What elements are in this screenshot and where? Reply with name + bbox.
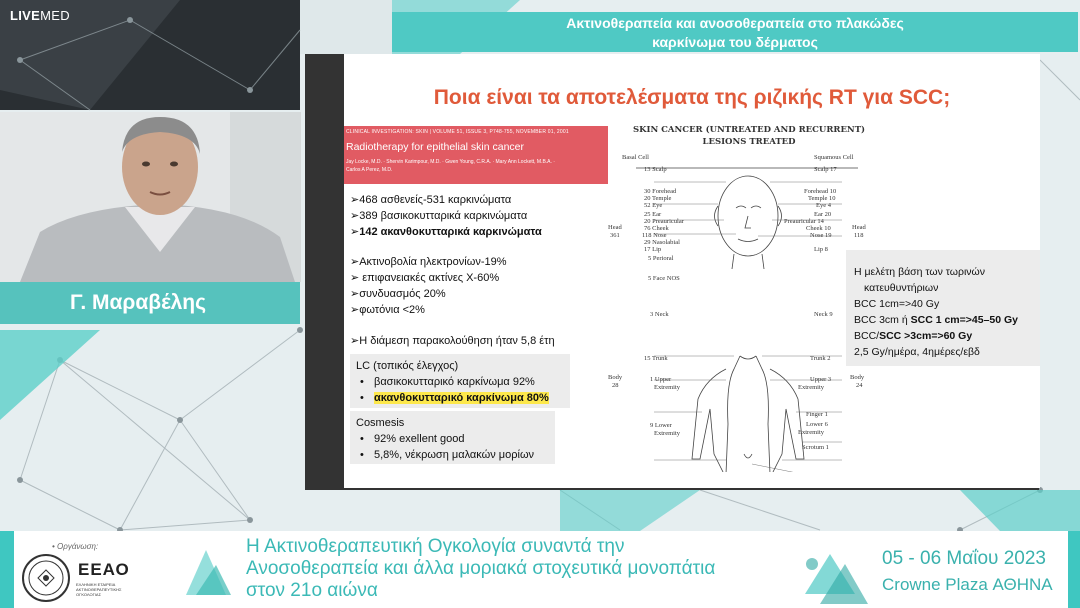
right-label: Ear 20 bbox=[814, 211, 832, 218]
organizer-subtitle-3: ΟΓΚΟΛΟΓΙΑΣ bbox=[76, 592, 102, 597]
lc-item-scc: ακανθοκυτταρικό καρκίνωμα 80% bbox=[374, 392, 549, 404]
organizer-subtitle-2: ΑΚΤΙΝΟΘΕΡΑΠΕΥΤΙΚΗΣ bbox=[76, 587, 122, 592]
livemed-logo bbox=[10, 8, 70, 23]
guidelines-line4-b: SCC 1 cm=>45–50 Gy bbox=[910, 314, 1019, 326]
diagram-title-line1: SKIN CANCER (UNTREATED AND RECURRENT) bbox=[632, 125, 866, 135]
guidelines-line1: Η μελέτη βάση των τωρινών bbox=[854, 266, 985, 278]
cosmesis-box: Cosmesis • 92% exellent good • 5,8%, νέκρωση μαλακών μορίων bbox=[350, 411, 555, 464]
right-label: Trunk 2 bbox=[810, 355, 831, 362]
guidelines-line2: κατευθυντήριων bbox=[864, 282, 939, 294]
organizer-label: • Οργάνωση: bbox=[52, 542, 99, 551]
body-label-left: Body bbox=[608, 374, 623, 381]
body-label-right: Body bbox=[850, 374, 865, 381]
left-label: 5 Perioral bbox=[648, 255, 674, 262]
footer-accent-right bbox=[1068, 531, 1080, 608]
head-squamous-count: 118 bbox=[854, 232, 864, 239]
left-label: 76 Cheek bbox=[644, 225, 669, 232]
right-label: Extremity bbox=[798, 429, 824, 436]
conference-title bbox=[246, 536, 715, 602]
left-label: 5 Face NOS bbox=[648, 275, 680, 282]
left-label: 9 Lower bbox=[650, 422, 672, 429]
right-label: Extremity bbox=[798, 384, 824, 391]
right-label: Eye 4 bbox=[816, 202, 831, 209]
footer-triangle-icon bbox=[176, 540, 236, 600]
speaker-video bbox=[0, 112, 301, 282]
lc-title: LC (τοπικός έλεγχος) bbox=[356, 360, 459, 372]
conference-title-line2: Ανοσοθεραπεία και άλλα μοριακά στοχευτικά μονοπάτια bbox=[246, 558, 716, 579]
speaker-figure bbox=[0, 112, 301, 282]
conference-title-line3: στον 21ο αιώνα bbox=[246, 580, 378, 601]
cosmesis-item-2: 5,8%, νέκρωση μαλακών μορίων bbox=[374, 449, 535, 461]
squamous-header: Squamous Cell bbox=[814, 154, 854, 161]
organizer-name: ΕΕΑΟ bbox=[78, 560, 130, 579]
modality-line: ➢φωτόνια <2% bbox=[350, 304, 425, 316]
left-label: 17 Lip bbox=[644, 246, 662, 253]
modality-line: ➢ επιφανειακές ακτίνες Χ-60% bbox=[350, 272, 500, 284]
paper-citation bbox=[344, 126, 608, 184]
modality-line: ➢Ακτινοβολία ηλεκτρονίων-19% bbox=[350, 256, 507, 268]
left-label: 52 Eye bbox=[644, 202, 663, 209]
paper-header: CLINICAL INVESTIGATION: SKIN | VOLUME 51, ISSUE 3, P748-755, NOVEMBER 01, 2001 bbox=[346, 129, 569, 135]
guidelines-line5-b: SCC >3cm=>60 Gy bbox=[879, 330, 973, 342]
organizer-subtitle bbox=[76, 582, 122, 597]
slide-title: Ποια είναι τα αποτελέσματα της ριζικής RT για SCC; bbox=[433, 86, 951, 109]
diagram-title-line2: LESIONS TREATED bbox=[702, 137, 796, 147]
left-label: 30 Forehead bbox=[644, 188, 677, 195]
left-label: Extremity bbox=[654, 430, 680, 437]
session-title-line1: Ακτινοθεραπεία και ανοσοθεραπεία στο πλακώδες bbox=[566, 15, 904, 31]
patient-stats bbox=[350, 192, 542, 240]
left-label: Extremity bbox=[654, 384, 680, 391]
cosmesis-title: Cosmesis bbox=[356, 417, 405, 429]
guidelines-line3: BCC 1cm=>40 Gy bbox=[854, 298, 940, 310]
left-label: 3 Neck bbox=[650, 311, 669, 318]
conference-venue: Crowne Plaza ΑΘΗΝΑ bbox=[882, 575, 1053, 594]
right-label: Finger 1 bbox=[806, 411, 828, 418]
guidelines-line4-a: BCC 3cm ή bbox=[854, 314, 911, 326]
right-label: Forehead 10 bbox=[804, 188, 837, 195]
right-label: Upper 3 bbox=[810, 376, 832, 383]
guidelines-box bbox=[846, 250, 1040, 366]
paper-authors-line2: Carlos A Perez, M.D. bbox=[346, 167, 393, 173]
left-label: 29 Nasolabial bbox=[644, 239, 680, 246]
modality-line: ➢συνδυασμός 20% bbox=[350, 288, 446, 300]
right-label: Lip 8 bbox=[814, 246, 828, 253]
conference-title-line1: Η Ακτινοθεραπευτική Ογκολογία συναντά την bbox=[246, 536, 625, 557]
organizer-seal-logo bbox=[22, 554, 70, 602]
right-label: Scrotum 1 bbox=[802, 444, 829, 451]
presentation-slide bbox=[344, 54, 1040, 488]
right-label: Cheek 10 bbox=[806, 225, 831, 232]
logo-live: LIVE bbox=[10, 8, 41, 23]
body-squamous-count: 24 bbox=[856, 382, 863, 389]
left-label: 25 Ear bbox=[644, 211, 662, 218]
left-label: 20 Temple bbox=[644, 195, 672, 202]
local-control-box: LC (τοπικός έλεγχος) • βασικοκυτταρικό καρκίνωμα 92% • ακανθοκυτταρικό καρκίνωμα 80% bbox=[350, 354, 570, 408]
left-label: 20 Preauricular bbox=[644, 218, 684, 225]
followup-text: ➢Η διάμεση παρακολούθηση ήταν 5,8 έτη bbox=[350, 335, 555, 347]
footer-accent-left bbox=[0, 531, 14, 608]
stat-line: ➢389 βασικοκυτταρικά καρκινώματα bbox=[350, 210, 528, 222]
head-label-left: Head bbox=[608, 224, 622, 231]
left-label: 118 Nose bbox=[642, 232, 667, 239]
conference-date: 05 - 06 Μαΐου 2023 bbox=[882, 548, 1046, 569]
footer-emblem-icon bbox=[800, 534, 870, 606]
body-basal-count: 28 bbox=[612, 382, 619, 389]
right-label: Preauricular 14 bbox=[784, 218, 824, 225]
left-label: 13 Scalp bbox=[644, 166, 667, 173]
logo-med: MED bbox=[40, 8, 70, 23]
lc-item-bcc: βασικοκυτταρικό καρκίνωμα 92% bbox=[374, 376, 535, 388]
right-label: Nose 19 bbox=[810, 232, 832, 239]
paper-title: Radiotherapy for epithelial skin cancer bbox=[346, 141, 525, 153]
right-label: Scalp 17 bbox=[814, 166, 837, 173]
organizer-subtitle-1: ΕΛΛΗΝΙΚΗ ΕΤΑΙΡΕΙΑ bbox=[76, 582, 116, 587]
left-label: 1 Upper bbox=[650, 376, 672, 383]
head-basal-count: 361 bbox=[610, 232, 620, 239]
basal-header: Basal Cell bbox=[622, 154, 649, 161]
session-title-bar bbox=[392, 12, 1078, 52]
modalities-list bbox=[350, 254, 507, 318]
head-label-right: Head bbox=[852, 224, 866, 231]
right-label: Lower 6 bbox=[806, 421, 828, 428]
speaker-name: Γ. Μαραβέλης bbox=[0, 282, 300, 324]
right-label: Neck 9 bbox=[814, 311, 833, 318]
cosmesis-item-1: 92% exellent good bbox=[374, 433, 465, 445]
right-label: Temple 10 bbox=[808, 195, 836, 202]
paper-authors-line1: Jay Locke, M.D. · Shervin Karimpour, M.D. · Gwen Young, C.R.A. · Mary Ann Lockett, M.B.A. · bbox=[346, 159, 555, 165]
stat-line: ➢468 ασθενείς-531 καρκινώματα bbox=[350, 194, 512, 206]
stat-line: ➢142 ακανθοκυτταρικά καρκινώματα bbox=[350, 226, 542, 238]
guidelines-line6: 2,5 Gy/ημέρα, 4ημέρες/εβδ bbox=[854, 346, 980, 358]
left-label: 15 Trunk bbox=[644, 355, 668, 362]
session-title-line2: καρκίνωμα του δέρματος bbox=[652, 34, 818, 50]
guidelines-line5-a: BCC/ bbox=[854, 330, 880, 342]
